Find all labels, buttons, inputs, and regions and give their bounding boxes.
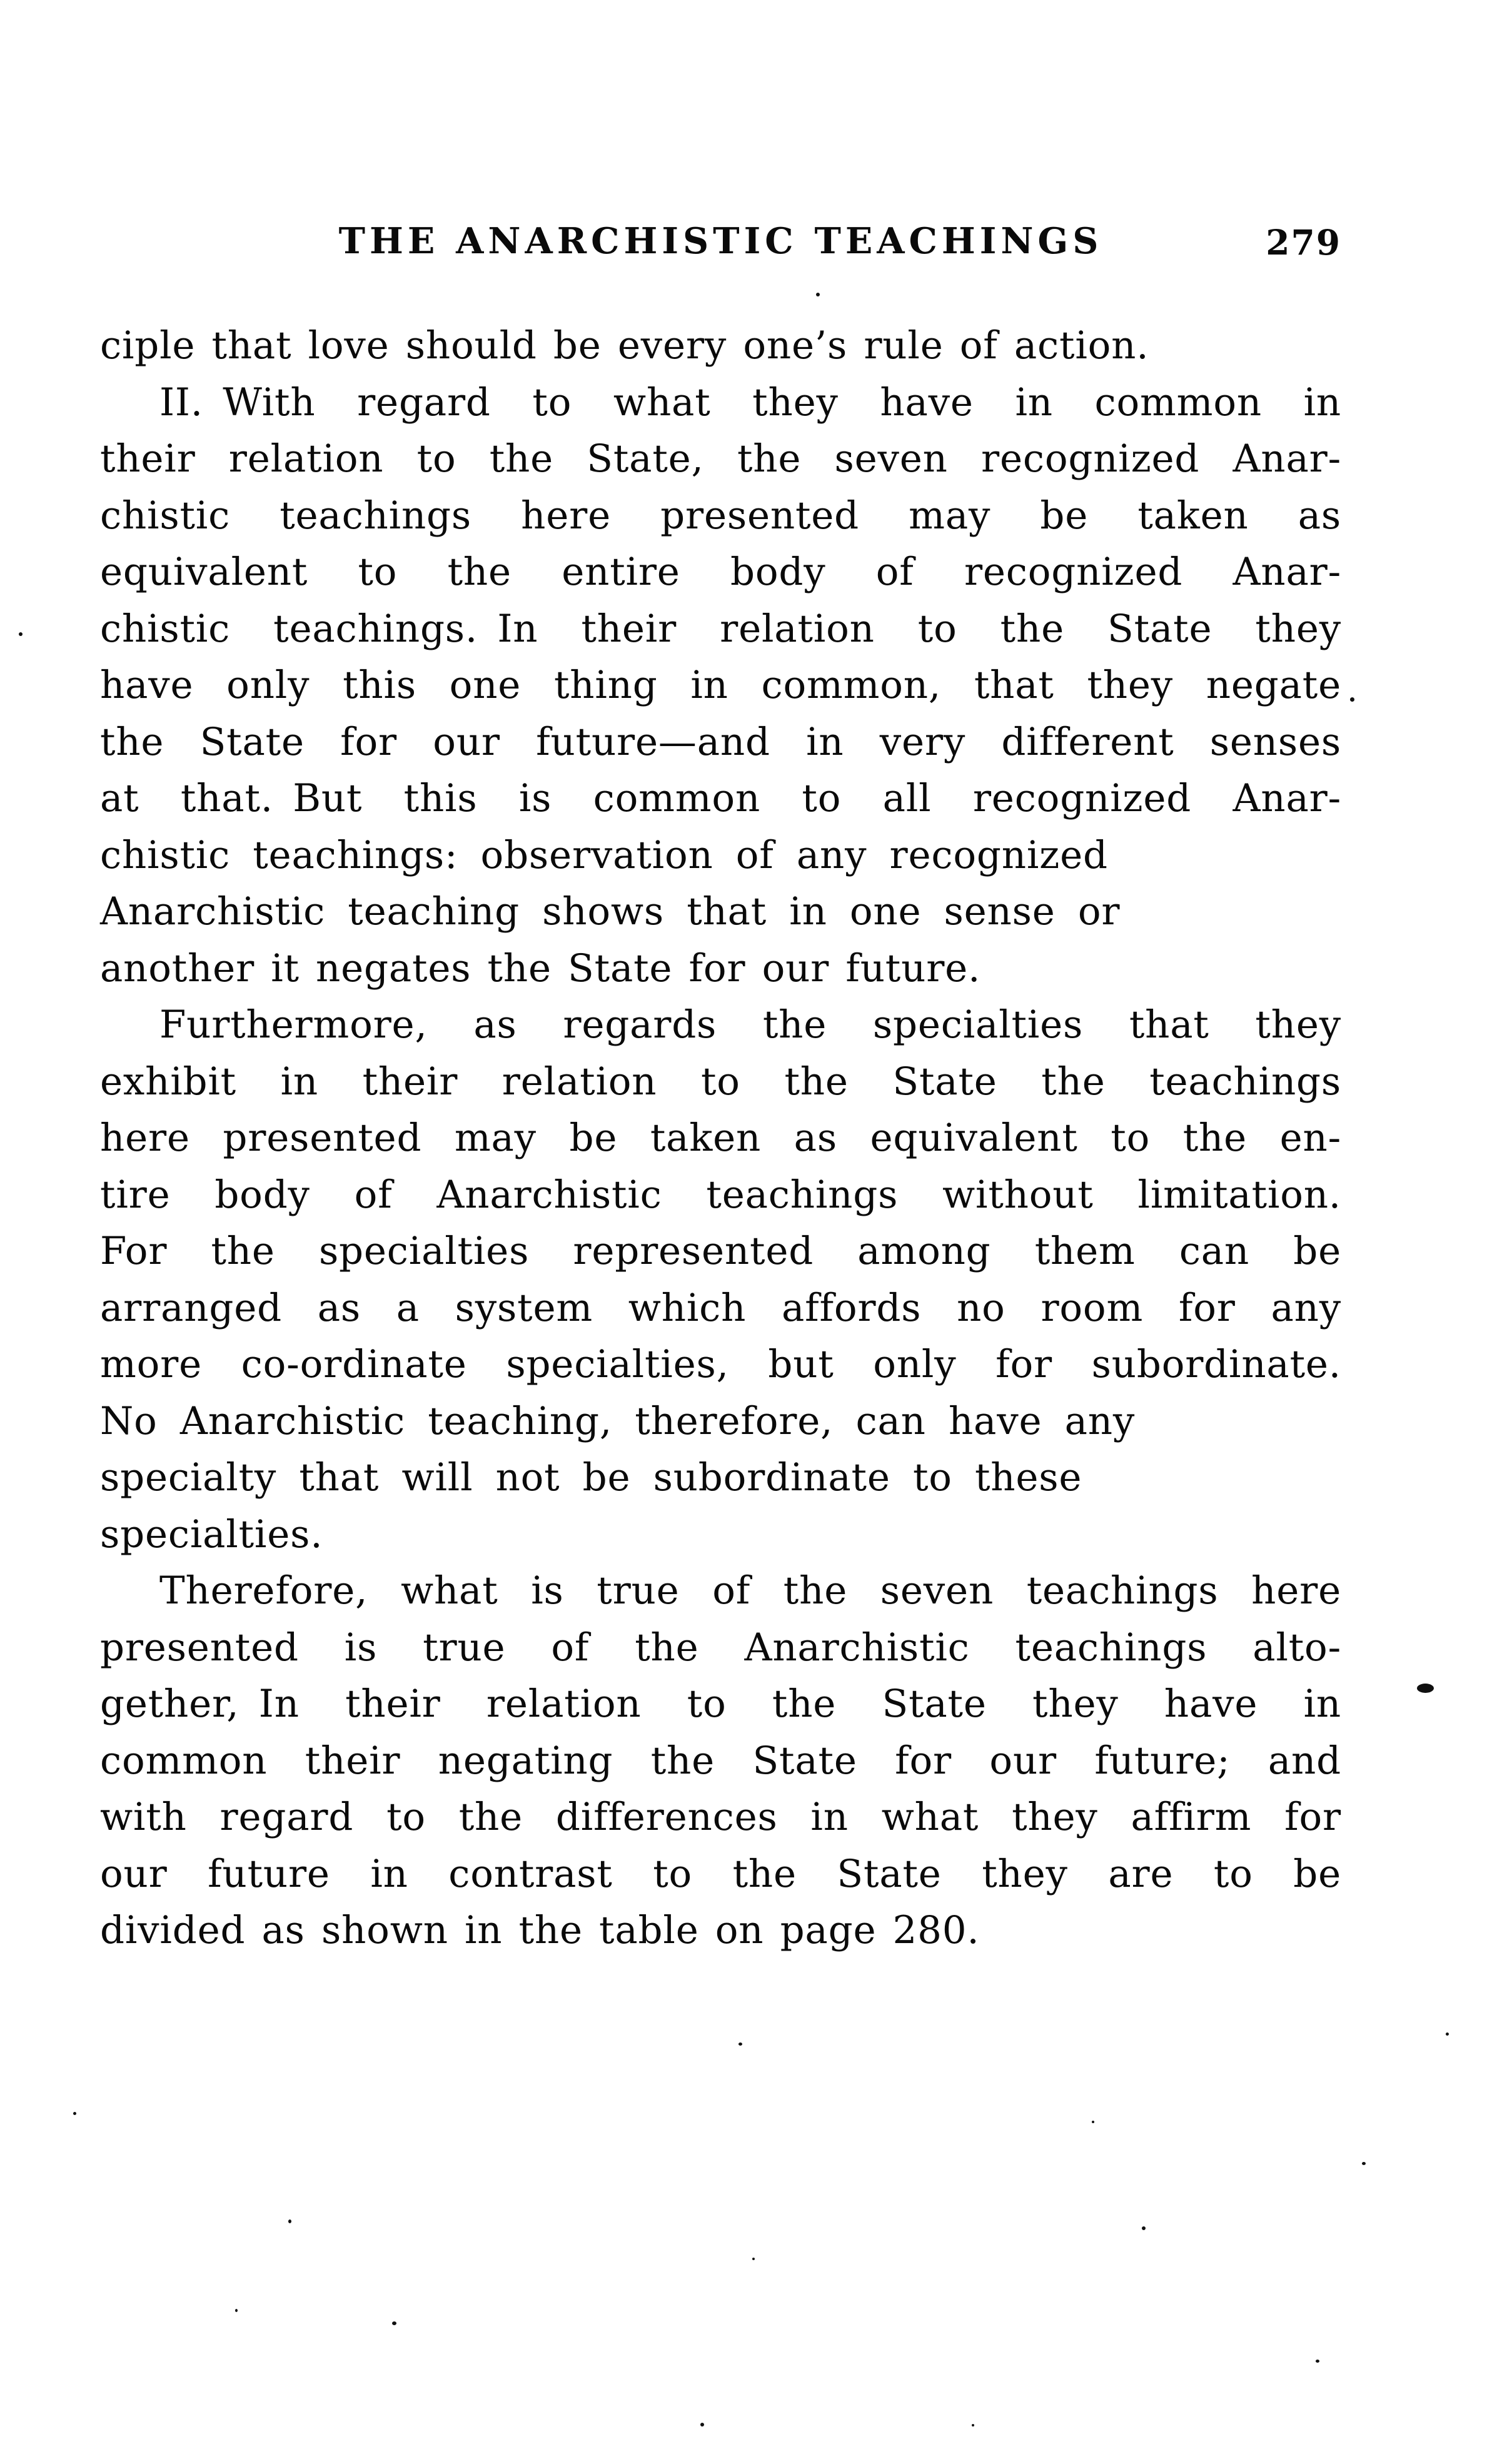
text-line: the State for our future—and in very different senses (100, 719, 1341, 764)
text-line: Anarchistic teaching shows that in one sense or (100, 889, 1121, 934)
text-line: gether, In their relation to the State they have in (100, 1682, 1341, 1726)
scan-speck (752, 2258, 755, 2260)
page-header (100, 220, 1341, 264)
scan-speck (1417, 1684, 1434, 1693)
scan-speck (235, 2309, 238, 2312)
text-line: our future in contrast to the State they are to be (100, 1851, 1341, 1896)
scan-speck (816, 293, 820, 296)
text-line: II. With regard to what they have in common in (159, 380, 1341, 425)
scan-speck (972, 2424, 974, 2426)
text-line: ciple that love should be every one’s rule of action. (100, 323, 1149, 368)
text-line: common their negating the State for our future; and (100, 1738, 1341, 1783)
text-line: exhibit in their relation to the State the teachings (100, 1059, 1341, 1104)
text-line: have only this one thing in common, that they negate (100, 663, 1341, 707)
scan-speck (1350, 697, 1354, 702)
scan-speck (1092, 2121, 1094, 2123)
running-title: THE ANARCHISTIC TEACHINGS (338, 220, 1103, 262)
text-line: their relation to the State, the seven recognized Anar- (100, 437, 1341, 481)
scan-speck (1142, 2226, 1146, 2230)
text-line: For the specialties represented among them can be (100, 1229, 1341, 1273)
text-line: here presented may be taken as equivalent to the en- (100, 1116, 1341, 1160)
text-line: more co-ordinate specialties, but only for subordinate. (100, 1342, 1341, 1386)
text-line: specialty that will not be subordinate to these (100, 1455, 1082, 1500)
text-line: chistic teachings. In their relation to the State they (100, 606, 1341, 651)
text-line: equivalent to the entire body of recognized Anar- (100, 550, 1341, 594)
scan-speck (1446, 2033, 1449, 2036)
scan-speck (288, 2219, 291, 2223)
page-number: 279 (1266, 222, 1341, 263)
text-line: with regard to the differences in what they affirm for (100, 1795, 1341, 1839)
scan-speck (19, 632, 23, 636)
scan-speck (392, 2321, 396, 2325)
text-line: another it negates the State for our future. (100, 946, 981, 991)
body-text (100, 318, 1341, 1959)
scan-speck (1316, 2360, 1319, 2363)
text-line: at that. But this is common to all recognized Anar- (100, 776, 1341, 821)
text-line: chistic teachings: observation of any recognized (100, 832, 1108, 877)
scan-speck (1362, 2162, 1366, 2165)
scan-speck (700, 2423, 704, 2426)
text-line: arranged as a system which affords no room for any (100, 1285, 1341, 1330)
text-line: Furthermore, as regards the specialties that they (159, 1002, 1341, 1047)
scan-speck (73, 2112, 76, 2115)
text-line: No Anarchistic teaching, therefore, can have any (100, 1398, 1136, 1443)
scan-speck (738, 2043, 742, 2046)
text-line: divided as shown in the table on page 280. (100, 1908, 980, 1952)
text-line: Therefore, what is true of the seven teachings here (159, 1568, 1341, 1613)
text-line: presented is true of the Anarchistic teachings alto- (100, 1625, 1341, 1670)
text-line: specialties. (100, 1512, 323, 1557)
text-line: chistic teachings here presented may be taken as (100, 493, 1341, 538)
text-line: tire body of Anarchistic teachings without limitation. (100, 1172, 1341, 1217)
